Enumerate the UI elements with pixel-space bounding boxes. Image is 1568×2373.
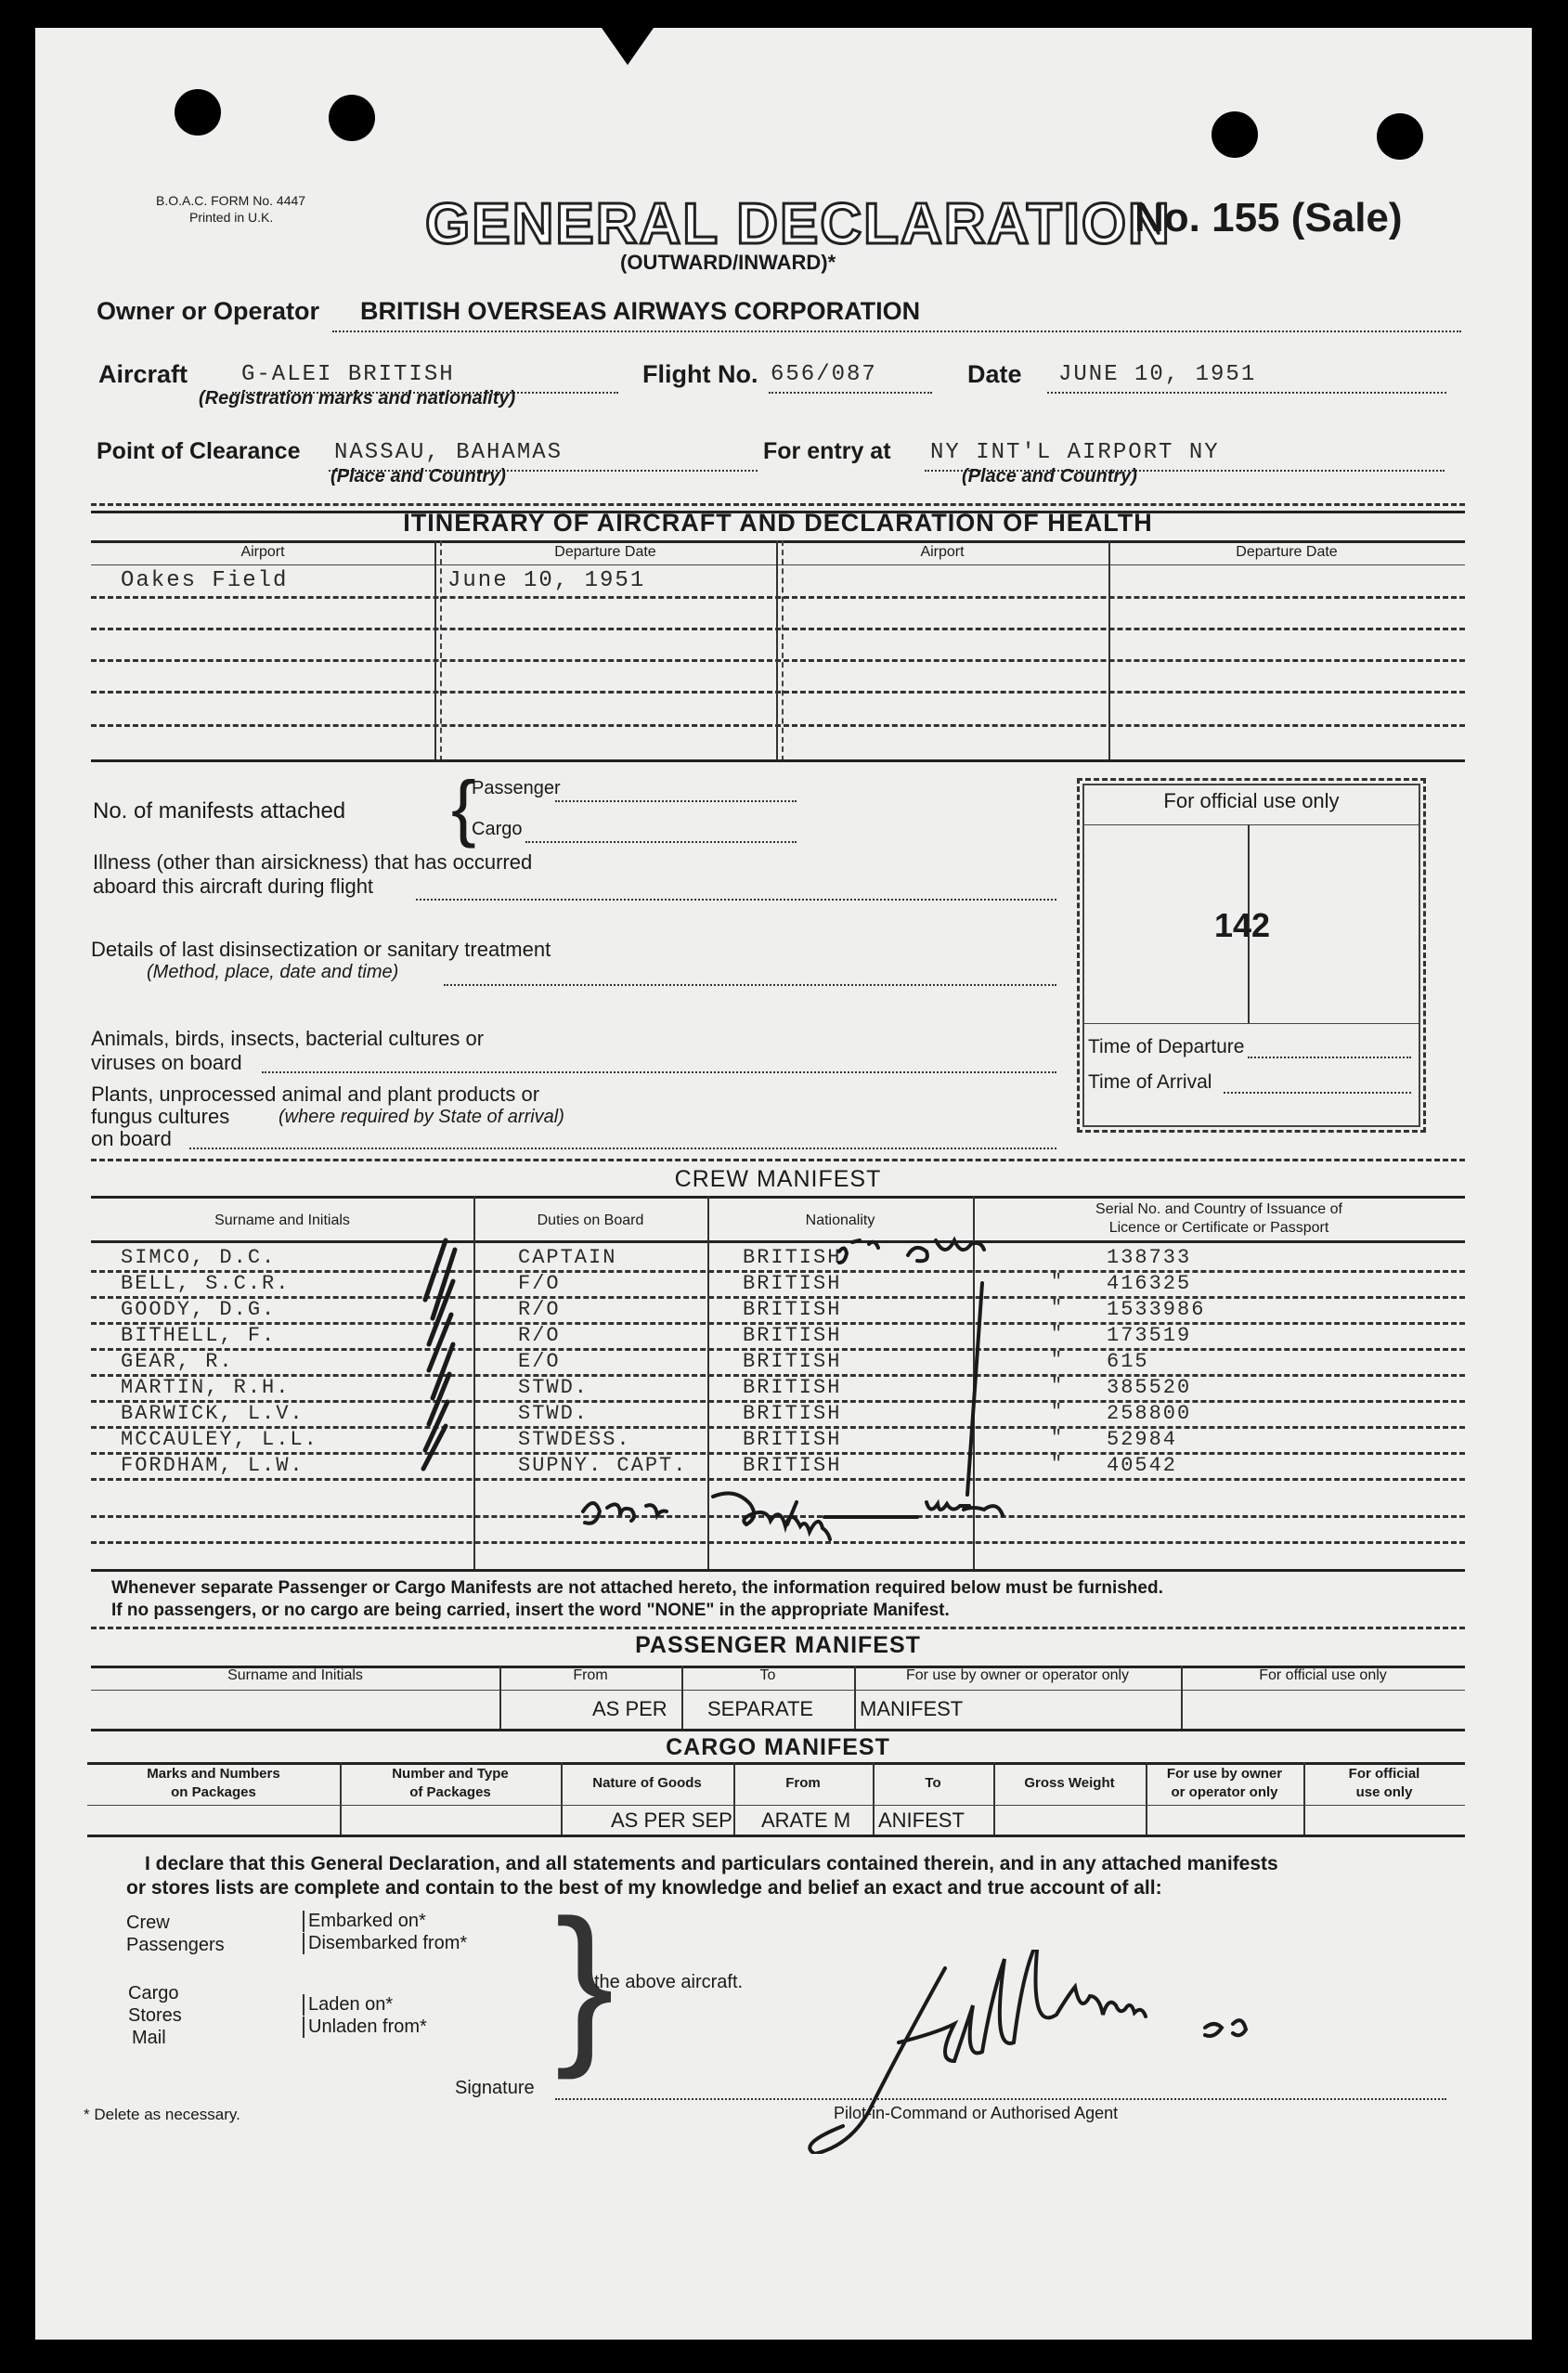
embarked-label: Embarked on* (303, 1911, 426, 1932)
crew-duty: R/O (518, 1298, 561, 1321)
crew-ditto: " (1051, 1402, 1065, 1423)
owner-label: Owner or Operator (97, 297, 320, 325)
crew-ditto: " (1051, 1376, 1065, 1397)
crew-nationality: BRITISH (743, 1402, 842, 1425)
crew-col-serial-1: Serial No. and Country of Issuance of (1095, 1201, 1342, 1217)
crew-title: CREW MANIFEST (674, 1166, 882, 1192)
punch-hole-left-1 (175, 89, 221, 136)
passenger-separate: SEPARATE (707, 1697, 814, 1720)
arrival-time-label: Time of Arrival (1088, 1071, 1212, 1093)
disinsect-line-1: Details of last disinsectization or sanitary treatment (91, 938, 551, 961)
crew-serial: 173519 (1107, 1324, 1192, 1347)
crew-duty: STWD. (518, 1402, 590, 1425)
aircraft-label: Aircraft (98, 360, 188, 388)
form-number: B.O.A.C. FORM No. 4447 (156, 193, 306, 208)
itinerary-title: ITINERARY OF AIRCRAFT AND DECLARATION OF HEALTH (403, 509, 1153, 537)
crew-serial: 385520 (1107, 1376, 1192, 1399)
crew-ditto: " (1051, 1454, 1065, 1475)
cargo-title: CARGO MANIFEST (666, 1734, 890, 1760)
cargo-col-0-line-2: on Packages (171, 1784, 256, 1800)
crew-name: FORDHAM, L.W. (121, 1454, 305, 1477)
cargo-col-3-line-1: From (785, 1775, 821, 1791)
crew-name: BARWICK, L.V. (121, 1402, 305, 1425)
crew-serial: 1533986 (1107, 1298, 1206, 1321)
crew-name: BELL, S.C.R. (121, 1272, 291, 1295)
cargo-col-7-line-2: use only (1355, 1784, 1413, 1800)
itinerary-airport: Oakes Field (121, 568, 289, 593)
itinerary-col-airport-2: Airport (920, 544, 965, 560)
entry-sub: (Place and Country) (962, 466, 1137, 486)
departure-time-label: Time of Departure (1088, 1036, 1245, 1057)
handwritten-tally-marks (388, 1235, 481, 1476)
plants-note: (where required by State of arrival) (279, 1107, 564, 1127)
notice-line-1: Whenever separate Passenger or Cargo Manifests are not attached hereto, the information required below must be furnished. (111, 1578, 1163, 1598)
entry-label: For entry at (763, 438, 891, 464)
official-number: 142 (1214, 906, 1271, 944)
cargo-as-per: AS PER SEP (611, 1809, 732, 1832)
crew-nationality: BRITISH (743, 1324, 842, 1347)
aircraft-sub: (Registration marks and nationality) (199, 388, 516, 408)
crew-nationality: BRITISH (743, 1376, 842, 1399)
plants-line-1: Plants, unprocessed animal and plant products or (91, 1083, 540, 1106)
entry-value: NY INT'L AIRPORT NY (930, 440, 1220, 465)
plants-line-3: on board (91, 1127, 172, 1150)
crew-ditto: " (1051, 1428, 1065, 1449)
cargo-manifest: ANIFEST (878, 1809, 965, 1832)
passenger-col-name: Surname and Initials (227, 1667, 363, 1683)
date-value: JUNE 10, 1951 (1058, 362, 1257, 387)
crew-nationality: BRITISH (743, 1350, 842, 1373)
form-title: GENERAL DECLARATION (425, 192, 1172, 256)
unladen-label: Unladen from* (303, 2016, 427, 2038)
clearance-value: NASSAU, BAHAMAS (334, 440, 564, 465)
crew-col-duty: Duties on Board (537, 1212, 644, 1228)
passenger-col-owner: For use by owner or operator only (905, 1667, 1130, 1683)
cargo-col-5-line-1: Gross Weight (1024, 1775, 1115, 1791)
crew-col-serial-2: Licence or Certificate or Passport (1108, 1220, 1329, 1236)
declaration-number: No. 155 (Sale) (1134, 195, 1403, 240)
owner-value: BRITISH OVERSEAS AIRWAYS CORPORATION (360, 297, 921, 325)
disinsect-line-2: (Method, place, date and time) (147, 962, 399, 982)
mail-decl-label: Mail (132, 2028, 166, 2048)
declaration-form: B.O.A.C. FORM No. 4447 Printed in U.K. GENERAL DECLARATION No. 155 (Sale) (OUTWARD/INWARD)* Owner or Operator BRITISH OVERSEAS AIRWAYS CORPORATION Aircraft G-ALEI BRITISH (Registration marks and nationality) Flight No. 656/087 Date JUNE 10, 1951 Point of Clearance NASSAU, BAHAMAS (Place and Country) For entry at NY INT'L AIRPORT NY (Place and Country) ITINERARY OF AIRCRAFT AND DECLARATION OF HEALTH Airport Departure Date Airport Departure Date Oakes Field June 10, 1951 No. of manifests attached { Passenger Cargo Illness (other than airsickness) that has occurred aboard this aircraft during flight Details of last disinsectization or sanitary treatment (Method, place, date and time) Animals, birds, insects, bacterial cultures or viruses on board Plants, unprocessed animal and plant products or fungus cultures (where required by State of arrival) on board For official use only 142 Time of Departure Time of Arrival CREW MANIFEST Surname and Initials Duties on Board Nationality Serial No. and Country of Issuance of Licence or Certificate or Passport SIMCO, D.C. CAPTAIN BRITISH 138733 BELL, S.C.R. F/O BRITISH 416325 " GOODY, D.G. R/O BRITISH 1533986 " BITHELL, F. R/O BRITISH 173519 " GEAR, R. E/O BRITISH 615 " MARTIN, R.H. STWD. BRITISH 385520 " BARWICK, L.V. STWD. BRITISH 258800 " MCCAULEY, L.L. STWDESS. BRITISH 52984 " FORDHAM, L.W. SUPNY. CAPT. BRITISH 40542 " Whenever separate Passenger or Cargo Manifests are not attached hereto, the information required below must be furnished. If no passengers, or no cargo are being carried, insert the word "NONE" in the appropriate Manifest. PASSENGER MANIFEST Surname and Initials From To For use by owner or operator only For official use only AS PER SEPARATE MANIFEST CARGO MANIFEST Marks and Numbers on Packages Number and Type of Packages Nature of Goods From To Gross Weight For use by owner or operator only For official use only AS PER SEP ARATE M ANIFEST I declare that this General Declaration, and all statements and particulars contained therein, and in any attached manifests or stores lists are complete and contain to the best of my knowledge and belief an exact and true account of all: Crew Passengers Embarked on* Disembarked from* Cargo Stores Mail Laden on* Unladen from* } the above aircraft. Signature Pilot-in-Command or Authorised Agent * Delete as necessary. (35, 28, 1532, 2340)
passenger-col-from: From (573, 1667, 608, 1683)
passenger-as-per: AS PER (592, 1697, 667, 1720)
declaration-line-1: I declare that this General Declaration, and all statements and particulars contained therein, and in any attached manifests (145, 1853, 1278, 1874)
crew-ditto: " (1051, 1272, 1065, 1293)
top-notch (602, 28, 654, 65)
crew-serial: 52984 (1107, 1428, 1178, 1451)
crew-serial: 416325 (1107, 1272, 1192, 1295)
punch-hole-left-2 (329, 95, 375, 141)
pilot-label: Pilot-in-Command or Authorised Agent (834, 2104, 1119, 2122)
footnote: * Delete as necessary. (84, 2106, 240, 2123)
crew-nationality: BRITISH (743, 1454, 842, 1477)
crew-nationality: BRITISH (743, 1428, 842, 1451)
crew-col-nationality: Nationality (805, 1212, 875, 1228)
crew-duty: E/O (518, 1350, 561, 1373)
crew-ditto: " (1051, 1324, 1065, 1345)
crew-ditto: " (1051, 1350, 1065, 1371)
crew-name: BITHELL, F. (121, 1324, 277, 1347)
passenger-title: PASSENGER MANIFEST (635, 1632, 921, 1658)
crew-serial: 615 (1107, 1350, 1149, 1373)
cargo-col-0-line-1: Marks and Numbers (147, 1766, 280, 1782)
pilot-signature (797, 1950, 1372, 2154)
itinerary-col-airport-1: Airport (240, 544, 285, 560)
aircraft-value: G-ALEI BRITISH (241, 362, 455, 387)
punch-hole-right-1 (1212, 111, 1258, 158)
above-aircraft-label: the above aircraft. (594, 1972, 744, 1992)
handwritten-crew-signature (574, 1484, 1242, 1549)
crew-name: GEAR, R. (121, 1350, 234, 1373)
crew-name: MARTIN, R.H. (121, 1376, 291, 1399)
crew-name: MCCAULEY, L.L. (121, 1428, 318, 1451)
cargo-decl-label: Cargo (128, 1983, 179, 2003)
disembarked-label: Disembarked from* (303, 1933, 467, 1954)
stores-decl-label: Stores (128, 2005, 182, 2026)
crew-duty: CAPTAIN (518, 1246, 617, 1269)
manifests-label: No. of manifests attached (93, 798, 346, 823)
animals-line-2: viruses on board (91, 1051, 242, 1074)
crew-duty: SUPNY. CAPT. (518, 1454, 688, 1477)
crew-duty: F/O (518, 1272, 561, 1295)
cargo-col-4-line-1: To (925, 1775, 941, 1791)
crew-name: GOODY, D.G. (121, 1298, 277, 1321)
crew-decl-label: Crew (126, 1913, 170, 1933)
crew-col-name: Surname and Initials (214, 1212, 350, 1228)
crew-serial: 258800 (1107, 1402, 1192, 1425)
cargo-col-7-line-1: For official (1348, 1766, 1420, 1782)
clearance-label: Point of Clearance (97, 438, 301, 464)
signature-label: Signature (455, 2078, 535, 2098)
cargo-col-2-line-1: Nature of Goods (592, 1775, 702, 1791)
crew-serial: 138733 (1107, 1246, 1192, 1269)
itinerary-col-date-1: Departure Date (554, 544, 656, 560)
crew-nationality: BRITISH (743, 1246, 842, 1269)
laden-label: Laden on* (303, 1994, 393, 2016)
declaration-line-2: or stores lists are complete and contain to the best of my knowledge and belief an exact and true account of all: (126, 1877, 1162, 1899)
plants-line-2: fungus cultures (91, 1105, 230, 1128)
crew-duty: STWD. (518, 1376, 590, 1399)
cargo-col-6-line-1: For use by owner (1166, 1766, 1283, 1782)
punch-hole-right-2 (1377, 113, 1423, 160)
passenger-col-to: To (759, 1667, 776, 1683)
printed-in: Printed in U.K. (189, 210, 274, 225)
date-label: Date (967, 360, 1022, 388)
flight-value: 656/087 (771, 362, 877, 387)
cargo-col-6-line-2: or operator only (1171, 1784, 1278, 1800)
crew-duty: R/O (518, 1324, 561, 1347)
itinerary-date: June 10, 1951 (447, 568, 646, 593)
clearance-sub: (Place and Country) (330, 466, 506, 486)
passenger-count-label: Passenger (472, 778, 561, 798)
crew-ditto: " (1051, 1298, 1065, 1319)
crew-serial: 40542 (1107, 1454, 1178, 1477)
notice-line-2: If no passengers, or no cargo are being carried, insert the word "NONE" in the appropriate Manifest. (111, 1601, 950, 1620)
passenger-col-official: For official use only (1259, 1667, 1387, 1683)
crew-duty: STWDESS. (518, 1428, 631, 1451)
crew-nationality: BRITISH (743, 1272, 842, 1295)
itinerary-col-date-2: Departure Date (1236, 544, 1338, 560)
passengers-decl-label: Passengers (126, 1935, 225, 1955)
flight-label: Flight No. (642, 360, 758, 388)
cargo-count-label: Cargo (472, 819, 523, 839)
official-box-title: For official use only (1163, 789, 1340, 812)
crew-nationality: BRITISH (743, 1298, 842, 1321)
illness-line-2: aboard this aircraft during flight (93, 875, 374, 898)
crew-name: SIMCO, D.C. (121, 1246, 277, 1269)
cargo-separate: ARATE M (761, 1809, 851, 1832)
cargo-col-1-line-1: Number and Type (392, 1766, 509, 1782)
cargo-col-1-line-2: of Packages (409, 1784, 491, 1800)
passenger-manifest: MANIFEST (860, 1697, 964, 1720)
form-subtitle: (OUTWARD/INWARD)* (620, 251, 836, 274)
animals-line-1: Animals, birds, insects, bacterial cultures or (91, 1027, 485, 1050)
illness-line-1: Illness (other than airsickness) that has occurred (93, 850, 533, 874)
